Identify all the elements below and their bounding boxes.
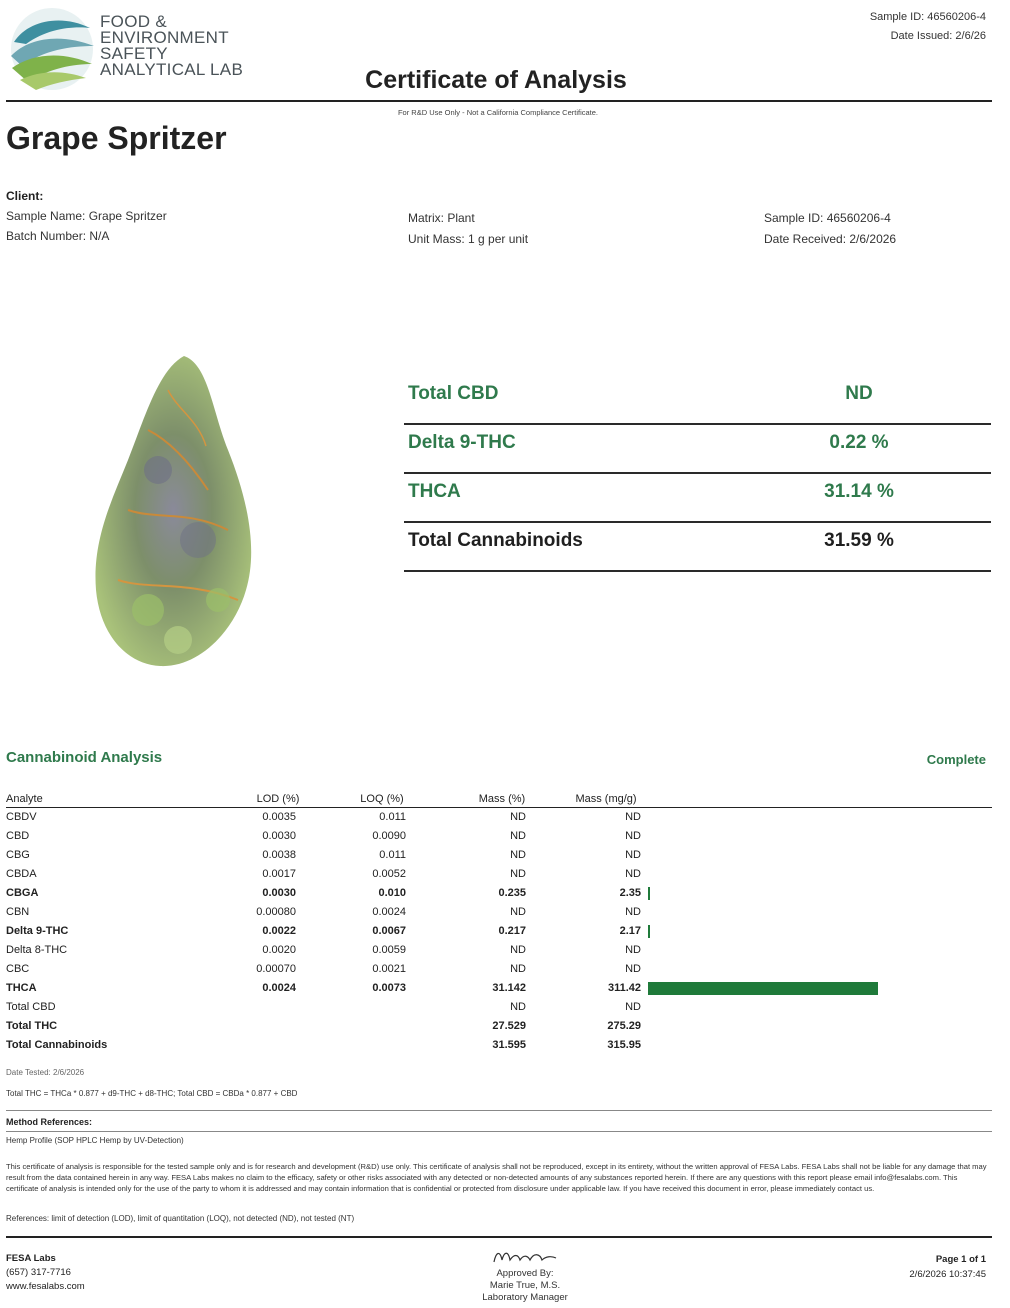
table-body	[6, 808, 992, 1055]
table-cell-lod: 0.0024	[262, 982, 296, 994]
summary-row	[404, 474, 991, 523]
table-cell-lod: 0.0022	[262, 925, 296, 937]
table-cell-analyte: CBD	[6, 830, 30, 842]
method-references-label: Method References:	[6, 1117, 93, 1127]
references: References: limit of detection (LOD), limit of quantitation (LOQ), not detected (ND), not tested (NT)	[6, 1214, 355, 1223]
summary-value: 31.14 %	[824, 481, 894, 502]
table-cell-mass-mg: ND	[625, 868, 641, 880]
table-cell-loq: 0.0021	[372, 963, 406, 975]
table-cell-lod: 0.00070	[256, 963, 296, 975]
lab-name-line: FOOD &	[100, 12, 167, 31]
table-row	[6, 922, 992, 941]
table-cell-loq: 0.0090	[372, 830, 406, 842]
table-cell-analyte: THCA	[6, 982, 37, 994]
table-row	[6, 827, 992, 846]
table-cell-lod: 0.0030	[262, 830, 296, 842]
mass-bar	[648, 887, 650, 900]
table-row	[6, 903, 992, 922]
analysis-table	[6, 790, 992, 1055]
table-row	[6, 865, 992, 884]
table-cell-mass-pct: ND	[510, 811, 526, 823]
signature-image	[470, 1246, 576, 1266]
table-row	[6, 998, 992, 1017]
table-row	[6, 960, 992, 979]
table-cell-mass-mg: ND	[625, 830, 641, 842]
lab-name-line: SAFETY	[100, 44, 168, 63]
summary-label: Total Cannabinoids	[408, 530, 583, 551]
divider	[6, 1236, 992, 1238]
report-timestamp: 2/6/2026 10:37:45	[909, 1269, 986, 1280]
page-title	[0, 66, 996, 95]
lab-name-line: ENVIRONMENT	[100, 28, 229, 47]
table-cell-analyte: Delta 9-THC	[6, 925, 69, 937]
mass-bar	[648, 925, 650, 938]
table-cell-mass-pct: ND	[510, 849, 526, 861]
table-cell-mass-mg: ND	[625, 944, 641, 956]
table-cell-lod: 0.0020	[262, 944, 296, 956]
table-row	[6, 941, 992, 960]
divider	[6, 1131, 992, 1132]
product-name: Grape Spritzer	[6, 120, 227, 156]
date-received: Date Received: 2/6/2026	[764, 232, 897, 246]
cannabis-flower-image	[88, 350, 260, 672]
table-cell-mass-pct: 27.529	[492, 1020, 526, 1032]
table-row	[6, 808, 992, 827]
client-info	[6, 186, 167, 246]
mass-bar	[648, 982, 878, 995]
sample-id: Sample ID: 46560206-4	[764, 211, 891, 225]
table-cell-analyte: Total Cannabinoids	[6, 1039, 108, 1051]
matrix-info	[408, 208, 528, 250]
page-title-text: Certificate of Analysis	[365, 66, 627, 94]
table-cell-mass-mg: 2.35	[619, 887, 641, 899]
table-row	[6, 979, 992, 998]
matrix: Matrix: Plant	[408, 211, 475, 225]
header-sample-id: Sample ID: 46560206-4	[869, 11, 986, 23]
table-cell-mass-mg: 315.95	[607, 1039, 641, 1051]
approved-by-label: Approved By:	[496, 1268, 554, 1279]
table-cell-analyte: CBDA	[6, 868, 37, 880]
summary-label: Total CBD	[408, 383, 499, 404]
table-cell-mass-pct: 31.595	[492, 1039, 526, 1051]
table-cell-lod: 0.00080	[256, 906, 296, 918]
table-cell-mass-mg: 311.42	[607, 982, 641, 994]
divider	[6, 100, 992, 102]
lab-name-line: ANALYTICAL LAB	[100, 60, 244, 79]
summary-label: THCA	[408, 481, 461, 502]
footer-contact	[6, 1252, 85, 1294]
summary-row	[404, 523, 991, 572]
table-cell-analyte: CBC	[6, 963, 30, 975]
date-tested: Date Tested: 2/6/2026	[6, 1068, 85, 1077]
header-meta	[870, 8, 986, 46]
total-formula: Total THC = THCa * 0.877 + d9-THC + d8-THC; Total CBD = CBDa * 0.877 + CBD	[6, 1089, 298, 1098]
table-cell-lod: 0.0030	[262, 887, 296, 899]
divider	[6, 1110, 992, 1111]
table-cell-analyte: CBDV	[6, 811, 37, 823]
column-header: LOD (%)	[256, 793, 300, 805]
table-cell-analyte: CBN	[6, 906, 30, 918]
table-cell-mass-pct: ND	[510, 963, 526, 975]
table-cell-lod: 0.0038	[262, 849, 296, 861]
summary-value: ND	[845, 383, 873, 404]
table-cell-analyte: Delta 8-THC	[6, 944, 68, 956]
table-cell-mass-mg: 2.17	[619, 925, 641, 937]
column-header: LOQ (%)	[360, 793, 404, 805]
table-row	[6, 1017, 992, 1036]
table-cell-mass-pct: ND	[510, 868, 526, 880]
sample-info	[764, 208, 896, 250]
legal-disclaimer: This certificate of analysis is responsible for the tested sample only and is for research and development (R&D) use only. This certificate of analysis shall not be reproduced, except in its entirety, without the written approval of FESA Labs. FESA Labs shall not be liable for any damage that may result from the data contained herein in any way. FESA Labs makes no claim to the efficacy, safety or other risks associated with any detected or non-detected amounts of any substances reported herein. If there are any questions with this report please email info@fesalabs.com. This certificate of analysis is intended only for the use of the party to whom it is addressed and may contain information that is confidential or protected from disclosure under applicable law. If you have received this document in error, please immediately contact us.	[6, 1162, 987, 1193]
footer-phone: (657) 317-7716	[6, 1267, 71, 1278]
table-cell-mass-pct: 0.217	[498, 925, 526, 937]
table-cell-mass-pct: ND	[510, 906, 526, 918]
table-cell-mass-pct: ND	[510, 830, 526, 842]
table-cell-mass-mg: ND	[625, 963, 641, 975]
potency-summary	[404, 376, 991, 572]
header-date-issued: Date Issued: 2/6/26	[890, 30, 986, 42]
section-title: Cannabinoid Analysis	[6, 749, 163, 766]
table-row	[6, 884, 992, 903]
table-cell-loq: 0.010	[378, 887, 406, 899]
batch-number: Batch Number: N/A	[6, 229, 110, 243]
table-cell-mass-mg: ND	[625, 1001, 641, 1013]
column-header: Mass (%)	[478, 793, 526, 805]
table-cell-mass-mg: ND	[625, 849, 641, 861]
summary-row	[404, 376, 991, 425]
column-header: Analyte	[6, 793, 43, 805]
footer-company: FESA Labs	[6, 1253, 56, 1264]
table-cell-mass-pct: 0.235	[498, 887, 526, 899]
summary-label: Delta 9-THC	[408, 432, 516, 453]
summary-value: 31.59 %	[824, 530, 894, 551]
table-cell-loq: 0.011	[379, 811, 406, 823]
summary-value: 0.22 %	[829, 432, 889, 453]
table-cell-loq: 0.0024	[372, 906, 406, 918]
table-cell-mass-mg: ND	[625, 906, 641, 918]
approval	[430, 1268, 620, 1304]
table-cell-mass-pct: 31.142	[492, 982, 526, 994]
sample-name: Sample Name: Grape Spritzer	[6, 209, 167, 223]
disclaimer: For R&D Use Only - Not a California Compliance Certificate.	[397, 108, 599, 117]
table-cell-mass-mg: 275.29	[607, 1020, 641, 1032]
page-number: Page 1 of 1	[935, 1254, 986, 1265]
footer-website[interactable]: www.fesalabs.com	[6, 1281, 85, 1292]
table-cell-mass-pct: ND	[510, 1001, 526, 1013]
hemp-profile: Hemp Profile (SOP HPLC Hemp by UV-Detection)	[6, 1136, 184, 1145]
table-cell-mass-mg: ND	[625, 811, 641, 823]
footer-page-info	[909, 1252, 986, 1282]
status-badge: Complete	[926, 752, 986, 767]
approver-name: Marie True, M.S.	[489, 1280, 561, 1291]
unit-mass: Unit Mass: 1 g per unit	[408, 232, 529, 246]
table-cell-mass-pct: ND	[510, 944, 526, 956]
approver-title: Laboratory Manager	[482, 1292, 568, 1303]
table-cell-lod: 0.0035	[262, 811, 296, 823]
table-row	[6, 1036, 992, 1055]
table-cell-analyte: Total CBD	[6, 1001, 56, 1013]
client-label: Client:	[6, 189, 44, 203]
column-header: Mass (mg/g)	[575, 793, 637, 805]
table-cell-analyte: Total THC	[6, 1020, 58, 1032]
table-header	[6, 790, 992, 808]
table-cell-loq: 0.0052	[372, 868, 406, 880]
table-cell-loq: 0.0073	[372, 982, 406, 994]
table-cell-lod: 0.0017	[262, 868, 296, 880]
table-cell-loq: 0.0059	[372, 944, 406, 956]
table-row	[6, 846, 992, 865]
table-cell-loq: 0.0067	[372, 925, 406, 937]
summary-row	[404, 425, 991, 474]
table-cell-analyte: CBG	[6, 849, 30, 861]
table-cell-loq: 0.011	[379, 849, 406, 861]
table-cell-analyte: CBGA	[6, 887, 39, 899]
